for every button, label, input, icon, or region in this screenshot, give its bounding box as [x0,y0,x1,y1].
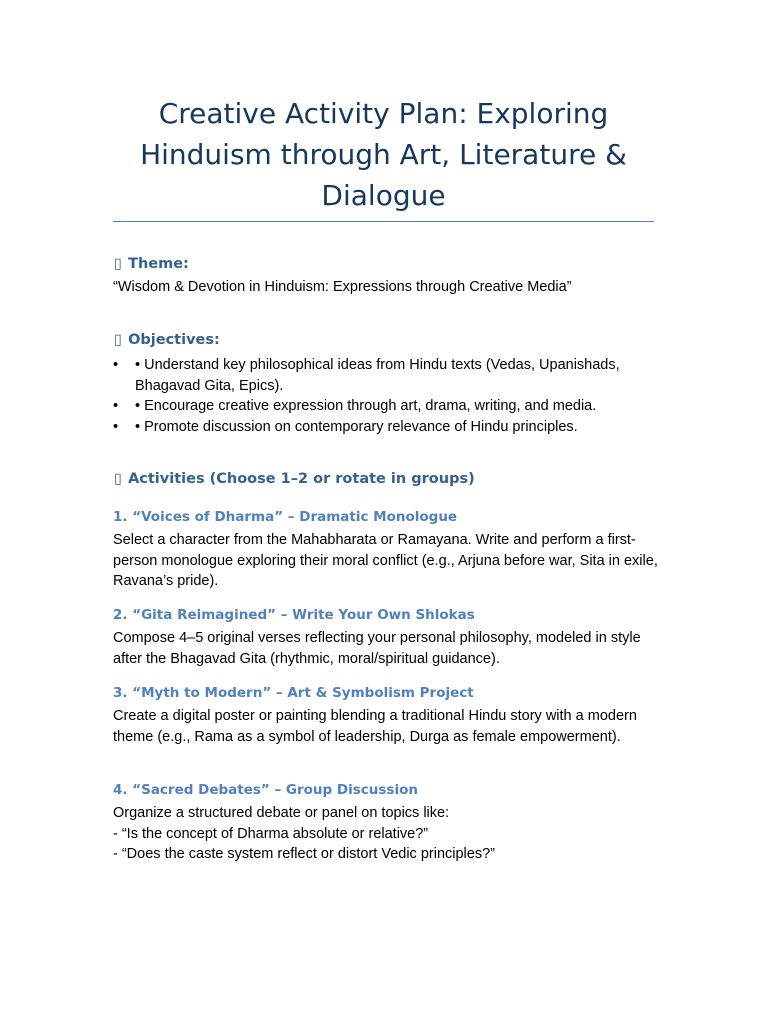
title-underline [113,221,654,222]
activity-title-4: 4. “Sacred Debates” – Group Discussion [113,782,418,798]
activity-4-line: - “Does the caste system reflect or distort Vedic principles?” [113,846,495,863]
objectives-heading [113,332,220,348]
objectives-heading-icon: ▯ [114,332,122,348]
theme-heading-label: Theme: [128,256,189,272]
activity-title-2: 2. “Gita Reimagined” – Write Your Own Shlokas [113,607,475,623]
list-item: • • Encourage creative expression through art, drama, writing, and media. [113,396,658,417]
document-title: Creative Activity Plan: Exploring Hinduism through Art, Literature & Dialogue [140,97,627,212]
list-item: • • Understand key philosophical ideas from Hindu texts (Vedas, Upanishads, Bhagavad Gita, Epics). [113,355,658,396]
activities-heading-label: Activities (Choose 1–2 or rotate in groups) [128,471,475,487]
activity-4-line: Organize a structured debate or panel on topics like: [113,805,450,821]
activity-text-2: Compose 4–5 original verses reflecting your personal philosophy, modeled in style after the Bhagavad Gita (rhythmic, moral/spiritual guidance). [113,630,641,667]
objectives-heading-label: Objectives: [128,332,220,348]
activity-text-1: Select a character from the Mahabharata or Ramayana. Write and perform a first-person monologue exploring their moral conflict (e.g., Arjuna before war, Sita in exile, Ravana’s pride). [113,532,658,590]
activities-heading [113,471,475,487]
theme-heading-icon: ▯ [114,256,122,272]
theme-heading [113,256,189,272]
activity-text-4 [113,803,658,865]
theme-text: “Wisdom & Devotion in Hinduism: Expressions through Creative Media” [113,279,572,295]
activity-title-1: 1. “Voices of Dharma” – Dramatic Monologue [113,509,458,525]
activities-heading-icon: ▯ [114,471,122,487]
list-item: • • Promote discussion on contemporary relevance of Hindu principles. [113,417,658,438]
activity-text-3: Create a digital poster or painting blending a traditional Hindu story with a modern theme (e.g., Rama as a symbol of leadership, Durga as female empowerment). [113,708,637,745]
objectives-list [113,355,658,438]
activity-title-3: 3. “Myth to Modern” – Art & Symbolism Project [113,685,474,701]
activity-4-line: - “Is the concept of Dharma absolute or relative?” [113,825,429,842]
